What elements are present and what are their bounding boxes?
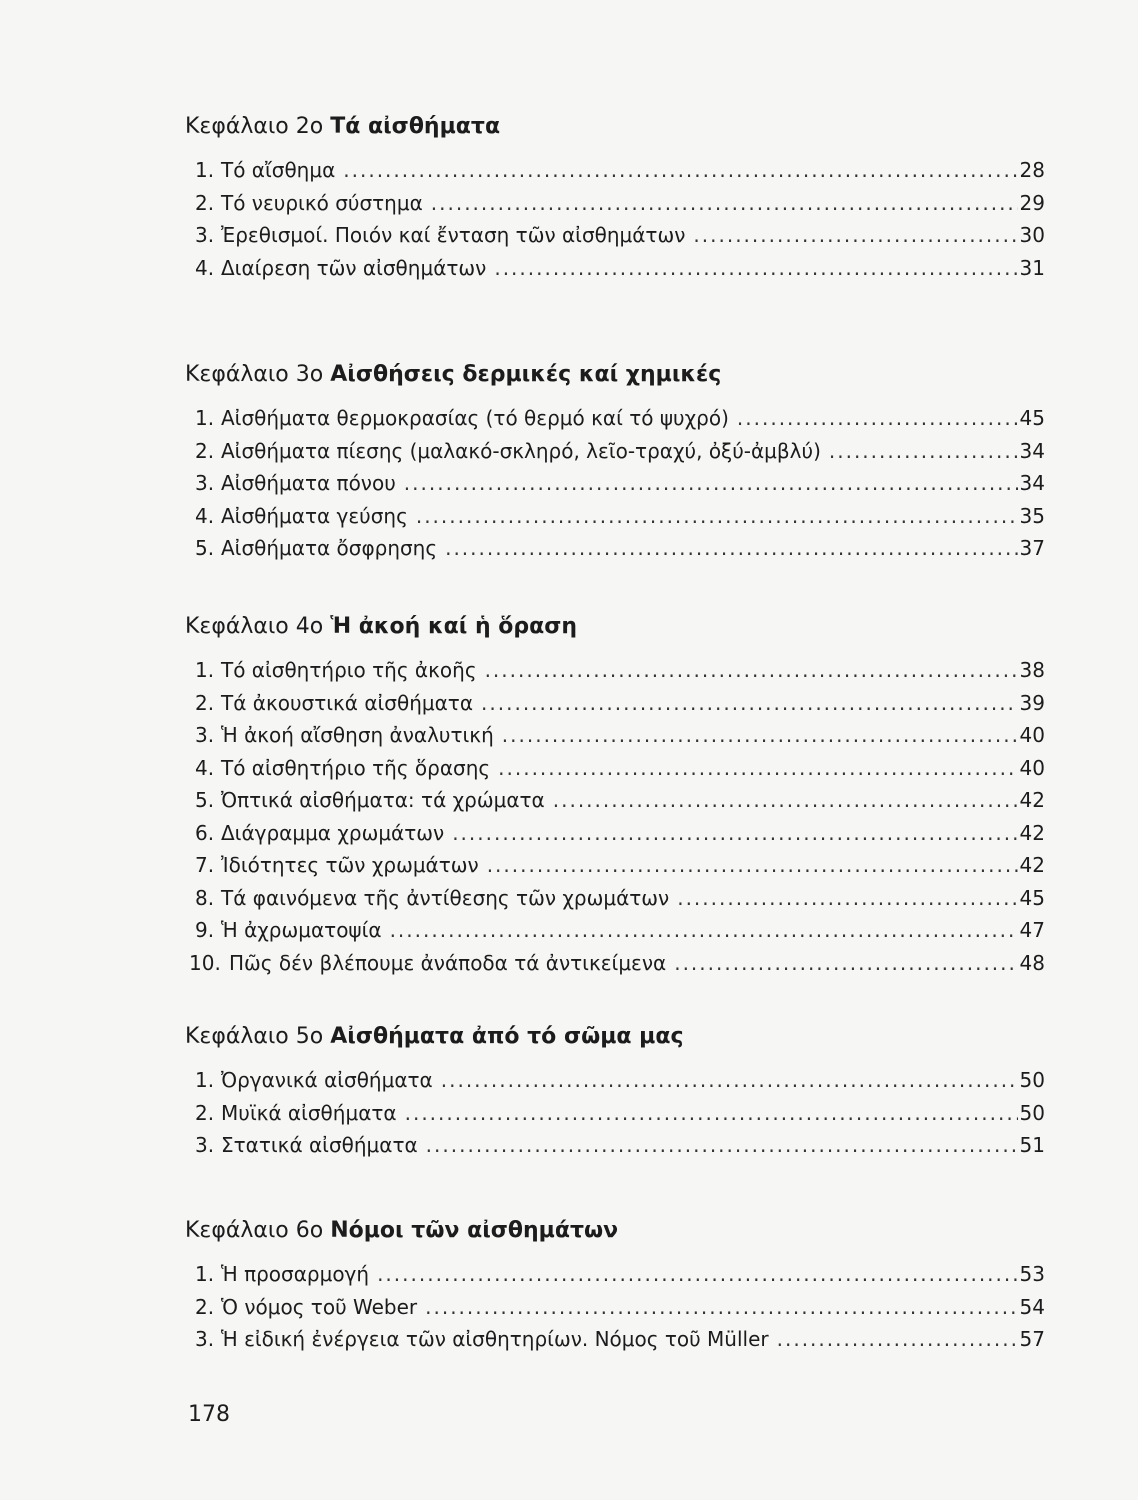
entry-label: Διάγραμμα χρωμάτων bbox=[221, 820, 445, 845]
entry-number: 3. bbox=[195, 1327, 215, 1351]
entry-label: Στατικά αἰσθήματα bbox=[221, 1133, 418, 1157]
chapter-name: Τά αἰσθήματα bbox=[330, 114, 501, 139]
entry-number: 1. bbox=[195, 658, 215, 682]
dot-leader bbox=[445, 532, 1017, 565]
entry-number: 9. bbox=[195, 918, 215, 942]
toc-entry[interactable] bbox=[185, 1291, 1045, 1324]
chapter-name: Αἰσθήματα ἀπό τό σῶμα μας bbox=[330, 1024, 684, 1049]
entry-label: Ἡ ἀχρωματοψία bbox=[221, 918, 382, 942]
entry-number: 2. bbox=[195, 1294, 215, 1319]
entry-label: Αἰσθήματα γεύσης bbox=[221, 503, 408, 528]
toc-entry[interactable] bbox=[185, 187, 1045, 220]
entry-number: 10. bbox=[189, 950, 221, 975]
toc-entry[interactable] bbox=[185, 219, 1045, 252]
entry-label: Ἰδιότητες τῶν χρωμάτων bbox=[221, 853, 479, 877]
entry-number: 3. bbox=[195, 723, 215, 747]
entry-page: 40 bbox=[1019, 723, 1045, 747]
entry-page: 37 bbox=[1019, 536, 1045, 560]
entry-page: 31 bbox=[1019, 255, 1045, 280]
entry-label: Πῶς δέν βλέπουμε ἀνάποδα τά ἀντικείμενα bbox=[229, 950, 667, 975]
entry-page: 34 bbox=[1019, 471, 1045, 495]
toc-entry[interactable] bbox=[185, 1064, 1045, 1097]
entry-number: 3. bbox=[195, 223, 215, 247]
entry-label: Ἐρεθισμοί. Ποιόν καί ἔνταση τῶν αἰσθημάτων bbox=[221, 223, 686, 247]
chapter-prefix: Κεφάλαιο 4ο bbox=[185, 614, 324, 639]
page-number: 178 bbox=[188, 1402, 230, 1427]
entry-page: 50 bbox=[1019, 1068, 1045, 1092]
entry-label: Ὀπτικά αἰσθήματα: τά χρώματα bbox=[221, 788, 545, 812]
dot-leader bbox=[426, 1129, 1018, 1162]
dot-leader bbox=[502, 719, 1018, 752]
chapter-title bbox=[185, 612, 1045, 642]
chapter-prefix: Κεφάλαιο 6ο bbox=[185, 1218, 324, 1243]
entry-page: 48 bbox=[1019, 950, 1045, 975]
toc-entry[interactable] bbox=[185, 1097, 1045, 1130]
chapter-name: Ἡ ἀκοή καί ἡ ὅραση bbox=[330, 614, 578, 639]
chapter-prefix: Κεφάλαιο 3ο bbox=[185, 362, 324, 387]
toc-entry[interactable] bbox=[185, 947, 1045, 980]
entry-label: Τά ἀκουστικά αἰσθήματα bbox=[221, 690, 474, 715]
entry-list bbox=[185, 654, 1045, 979]
dot-leader bbox=[777, 1323, 1018, 1356]
entry-page: 42 bbox=[1019, 853, 1045, 877]
dot-leader bbox=[377, 1258, 1017, 1291]
dot-leader bbox=[390, 914, 1018, 947]
entry-number: 4. bbox=[195, 503, 215, 528]
dot-leader bbox=[485, 654, 1018, 687]
toc-entry[interactable] bbox=[185, 1129, 1045, 1162]
chapter-3 bbox=[185, 360, 1045, 565]
entry-label: Αἰσθήματα πόνου bbox=[221, 471, 396, 495]
entry-number: 1. bbox=[195, 406, 215, 430]
dot-leader bbox=[441, 1064, 1018, 1097]
entry-number: 5. bbox=[195, 536, 215, 560]
entry-number: 1. bbox=[195, 158, 215, 182]
entry-page: 45 bbox=[1019, 885, 1045, 910]
entry-label: Τό αἰσθητήριο τῆς ἀκοῆς bbox=[221, 658, 477, 682]
chapter-title bbox=[185, 112, 1045, 142]
entry-page: 51 bbox=[1019, 1133, 1045, 1157]
entry-label: Τό αἰσθητήριο τῆς ὅρασης bbox=[221, 755, 491, 780]
dot-leader bbox=[829, 435, 1018, 468]
entry-number: 2. bbox=[195, 190, 215, 215]
entry-label: Ὁ νόμος τοῦ Weber bbox=[221, 1294, 418, 1319]
entry-page: 57 bbox=[1019, 1327, 1045, 1351]
dot-leader bbox=[498, 752, 1017, 785]
entry-number: 4. bbox=[195, 755, 215, 780]
toc-entry[interactable] bbox=[185, 500, 1045, 533]
entry-number: 2. bbox=[195, 1100, 215, 1125]
entry-label: Ἡ εἰδική ἐνέργεια τῶν αἰσθητηρίων. Νόμος τοῦ Müller bbox=[221, 1327, 769, 1351]
entry-label: Ὀργανικά αἰσθήματα bbox=[221, 1068, 433, 1092]
toc-entry[interactable] bbox=[185, 654, 1045, 687]
entry-page: 54 bbox=[1019, 1294, 1045, 1319]
entry-list bbox=[185, 154, 1045, 284]
dot-leader bbox=[674, 947, 1017, 980]
chapter-name: Νόμοι τῶν αἰσθημάτων bbox=[330, 1218, 619, 1243]
entry-number: 8. bbox=[195, 885, 215, 910]
entry-number: 3. bbox=[195, 1133, 215, 1157]
toc-entry[interactable] bbox=[185, 687, 1045, 720]
chapter-title bbox=[185, 360, 1045, 390]
chapter-5 bbox=[185, 1022, 1045, 1162]
entry-label: Τά φαινόμενα τῆς ἀντίθεσης τῶν χρωμάτων bbox=[221, 885, 670, 910]
chapter-title bbox=[185, 1216, 1045, 1246]
entry-page: 45 bbox=[1019, 406, 1045, 430]
entry-label: Τό αἴσθημα bbox=[221, 158, 336, 182]
entry-page: 42 bbox=[1019, 820, 1045, 845]
toc-entry[interactable] bbox=[185, 784, 1045, 817]
dot-leader bbox=[343, 154, 1017, 187]
entry-page: 35 bbox=[1019, 503, 1045, 528]
entry-number: 2. bbox=[195, 438, 215, 463]
entry-list bbox=[185, 1258, 1045, 1356]
entry-number: 1. bbox=[195, 1262, 215, 1286]
chapter-prefix: Κεφάλαιο 5ο bbox=[185, 1024, 324, 1049]
dot-leader bbox=[693, 219, 1017, 252]
dot-leader bbox=[452, 817, 1017, 850]
chapter-prefix: Κεφάλαιο 2ο bbox=[185, 114, 324, 139]
toc-entry[interactable] bbox=[185, 252, 1045, 285]
entry-label: Τό νευρικό σύστημα bbox=[221, 190, 423, 215]
entry-page: 29 bbox=[1019, 190, 1045, 215]
entry-page: 40 bbox=[1019, 755, 1045, 780]
dot-leader bbox=[404, 467, 1018, 500]
entry-label: Ἡ προσαρμογή bbox=[221, 1262, 370, 1286]
toc-entry[interactable] bbox=[185, 849, 1045, 882]
toc-entry[interactable] bbox=[185, 532, 1045, 565]
dot-leader bbox=[487, 849, 1018, 882]
chapter-4 bbox=[185, 612, 1045, 979]
entry-number: 5. bbox=[195, 788, 215, 812]
entry-page: 53 bbox=[1019, 1262, 1045, 1286]
chapter-title bbox=[185, 1022, 1045, 1052]
toc-entry[interactable] bbox=[185, 817, 1045, 850]
entry-page: 30 bbox=[1019, 223, 1045, 247]
dot-leader bbox=[737, 402, 1018, 435]
entry-number: 2. bbox=[195, 690, 215, 715]
dot-leader bbox=[416, 500, 1018, 533]
entry-page: 42 bbox=[1019, 788, 1045, 812]
entry-number: 1. bbox=[195, 1068, 215, 1092]
toc-entry[interactable] bbox=[185, 719, 1045, 752]
entry-label: Ἡ ἀκοή αἴσθηση ἀναλυτική bbox=[221, 723, 494, 747]
entry-page: 28 bbox=[1019, 158, 1045, 182]
entry-page: 47 bbox=[1019, 918, 1045, 942]
toc-entry[interactable] bbox=[185, 1258, 1045, 1291]
toc-entry[interactable] bbox=[185, 154, 1045, 187]
dot-leader bbox=[553, 784, 1018, 817]
entry-page: 34 bbox=[1019, 438, 1045, 463]
entry-page: 39 bbox=[1019, 690, 1045, 715]
dot-leader bbox=[677, 882, 1017, 915]
entry-label: Αἰσθήματα ὄσφρησης bbox=[221, 536, 438, 560]
entry-list bbox=[185, 1064, 1045, 1162]
toc-entry[interactable] bbox=[185, 882, 1045, 915]
toc-entry[interactable] bbox=[185, 435, 1045, 468]
entry-number: 7. bbox=[195, 853, 215, 877]
entry-label: Αἰσθήματα θερμοκρασίας (τό θερμό καί τό ψυχρό) bbox=[221, 406, 729, 430]
entry-label: Μυϊκά αἰσθήματα bbox=[221, 1100, 397, 1125]
entry-number: 4. bbox=[195, 255, 215, 280]
dot-leader bbox=[481, 687, 1018, 720]
entry-number: 3. bbox=[195, 471, 215, 495]
dot-leader bbox=[431, 187, 1018, 220]
chapter-6 bbox=[185, 1216, 1045, 1356]
entry-list bbox=[185, 402, 1045, 565]
dot-leader bbox=[405, 1097, 1018, 1130]
entry-page: 38 bbox=[1019, 658, 1045, 682]
entry-page: 50 bbox=[1019, 1100, 1045, 1125]
toc-entry[interactable] bbox=[185, 467, 1045, 500]
toc-entry[interactable] bbox=[185, 1323, 1045, 1356]
entry-label: Αἰσθήματα πίεσης (μαλακό-σκληρό, λεῖο-τραχύ, ὀξύ-ἀμβλύ) bbox=[221, 438, 821, 463]
dot-leader bbox=[494, 252, 1017, 285]
toc-entry[interactable] bbox=[185, 402, 1045, 435]
entry-number: 6. bbox=[195, 820, 215, 845]
dot-leader bbox=[425, 1291, 1017, 1324]
chapter-name: Αἰσθήσεις δερμικές καί χημικές bbox=[330, 362, 722, 387]
entry-label: Διαίρεση τῶν αἰσθημάτων bbox=[221, 255, 487, 280]
toc-entry[interactable] bbox=[185, 914, 1045, 947]
toc-entry[interactable] bbox=[185, 752, 1045, 785]
chapter-2 bbox=[185, 112, 1045, 284]
